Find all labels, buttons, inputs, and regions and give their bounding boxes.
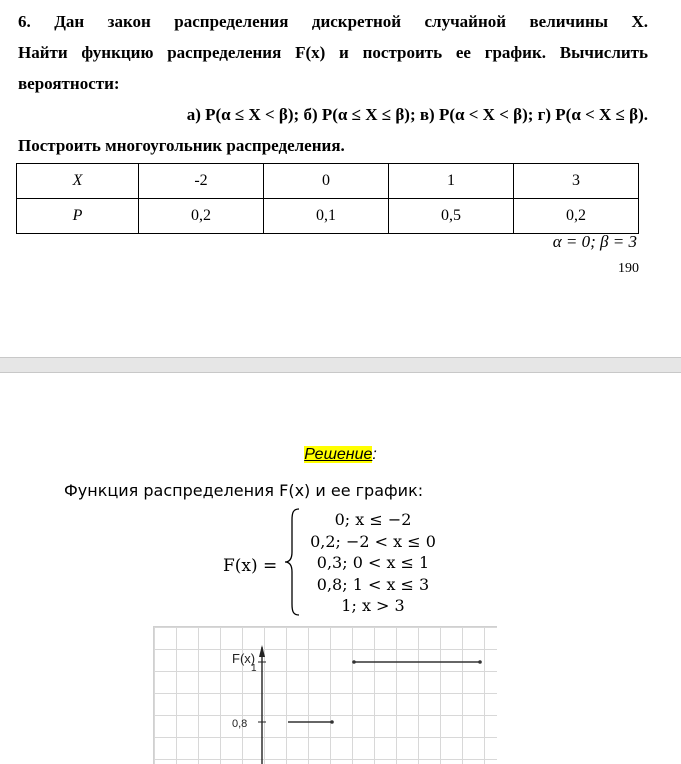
piecewise-cases (298, 509, 448, 617)
table-row-x (17, 164, 639, 199)
distribution-function-graph (153, 626, 497, 764)
problem-line-3: вероятности: (18, 74, 120, 93)
table-cell: 0,1 (264, 199, 389, 234)
table-cell: 0,2 (514, 199, 639, 234)
tick-label-one: 1 (251, 663, 257, 674)
table-cell: 1 (389, 164, 514, 199)
y-axis-arrow (259, 645, 265, 657)
axis-label-fx: F(x) (232, 651, 256, 666)
distribution-table (16, 163, 639, 234)
tick-label-08: 0,8 (232, 718, 248, 730)
problem-line-2: Найти функцию распределения F(x) и построить ее график. Вычислить (18, 43, 648, 62)
problem-line-5: Построить многоугольник распределения. (18, 136, 345, 155)
solution-title (0, 446, 681, 464)
problem-line-1: 6. Дан закон распределения дискретной случайной величины X. (18, 12, 648, 31)
case-line: 0; x ≤ −2 (334, 510, 412, 529)
table-row-p (17, 199, 639, 234)
fx-label: F(x) = (223, 556, 278, 576)
step-dot-08-right (330, 720, 334, 724)
case-line: 0,8; 1 < x ≤ 3 (316, 574, 430, 594)
problem-line-4: а) P(α ≤ X < β); б) P(α ≤ X ≤ β); в) P(α < X < β); г) P(α < X ≤ β). (186, 105, 648, 124)
parameters-alpha-beta: α = 0; β = 3 (552, 232, 637, 251)
table-cell: -2 (139, 164, 264, 199)
table-header-p: P (17, 199, 139, 234)
table-cell: 3 (514, 164, 639, 199)
table-cell: 0,2 (139, 199, 264, 234)
table-cell: 0 (264, 164, 389, 199)
table-header-x: X (17, 164, 139, 199)
step-dot-1-right (478, 660, 482, 664)
solution-title-colon: : (372, 446, 377, 463)
page-1 (0, 0, 681, 357)
problem-statement (18, 6, 648, 161)
page-number: 190 (618, 261, 639, 276)
case-line: 1; x > 3 (341, 596, 405, 615)
table-cell: 0,5 (389, 199, 514, 234)
solution-intro: Функция распределения F(x) и ее график: (64, 481, 424, 500)
page-separator (0, 357, 681, 373)
case-line: 0,2; −2 < x ≤ 0 (310, 531, 436, 551)
case-line: 0,3; 0 < x ≤ 1 (316, 553, 430, 572)
solution-title-text: Решение (304, 446, 373, 463)
graph-svg (154, 627, 497, 764)
step-dot-1-left (352, 660, 356, 664)
